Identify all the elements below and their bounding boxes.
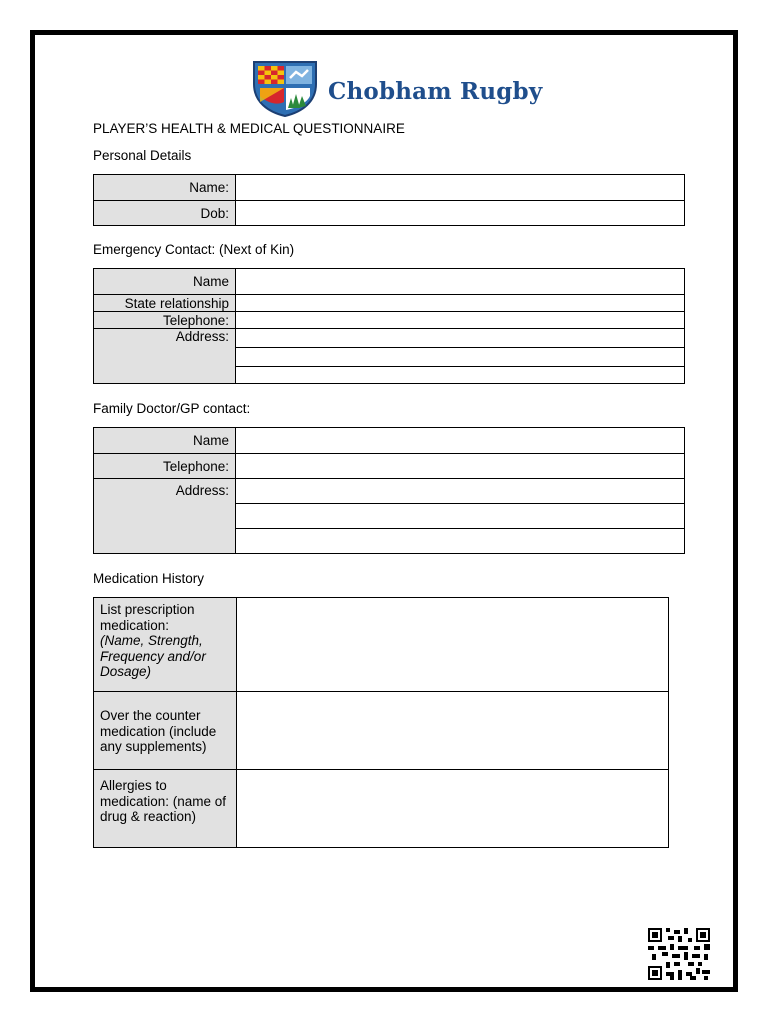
- emergency-name-label: Name: [94, 269, 236, 295]
- allergies-field[interactable]: [237, 770, 669, 848]
- emergency-address-label: Address:: [94, 329, 236, 384]
- dob-label: Dob:: [94, 201, 236, 226]
- dob-field[interactable]: [236, 201, 685, 226]
- allergies-label: Allergies to medication: (name of drug & reaction): [94, 770, 237, 848]
- page-title: PLAYER’S HEALTH & MEDICAL QUESTIONNAIRE: [93, 121, 405, 136]
- club-logo: [250, 58, 550, 118]
- section-gp-heading: Family Doctor/GP contact:: [93, 401, 251, 416]
- prescription-label-cell: [94, 598, 237, 692]
- section-emergency-heading: Emergency Contact: (Next of Kin): [93, 242, 295, 257]
- relationship-label: State relationship: [94, 295, 236, 312]
- section-personal-heading: Personal Details: [93, 148, 192, 163]
- emergency-telephone-label: Telephone:: [94, 312, 236, 329]
- gp-telephone-label: Telephone:: [94, 454, 236, 479]
- prescription-field[interactable]: [237, 598, 669, 692]
- gp-address-line-2[interactable]: [236, 504, 685, 529]
- prescription-label: List prescription medication:: [100, 602, 195, 633]
- club-name: Chobham Rugby: [328, 78, 543, 105]
- section-medication-heading: Medication History: [93, 571, 205, 586]
- otc-label: Over the counter medication (include any supplements): [94, 692, 237, 770]
- emergency-address-line-1[interactable]: [236, 329, 685, 348]
- gp-address-line-3[interactable]: [236, 529, 685, 554]
- gp-address-label: Address:: [94, 479, 236, 554]
- emergency-address-line-3[interactable]: [236, 367, 685, 384]
- otc-field[interactable]: [237, 692, 669, 770]
- emergency-address-line-2[interactable]: [236, 348, 685, 367]
- qr-code: [648, 928, 710, 980]
- gp-telephone-field[interactable]: [236, 454, 685, 479]
- emergency-contact-table: [93, 268, 685, 384]
- medication-history-table: [93, 597, 669, 848]
- qr-code-icon: [648, 928, 710, 980]
- gp-contact-table: [93, 427, 685, 554]
- gp-name-label: Name: [94, 428, 236, 454]
- gp-name-field[interactable]: [236, 428, 685, 454]
- club-crest-icon: [250, 58, 320, 118]
- name-field[interactable]: [236, 175, 685, 201]
- personal-details-table: [93, 174, 685, 226]
- name-label: Name:: [94, 175, 236, 201]
- gp-address-line-1[interactable]: [236, 479, 685, 504]
- emergency-name-field[interactable]: [236, 269, 685, 295]
- prescription-hint: (Name, Strength, Frequency and/or Dosage): [100, 633, 206, 679]
- relationship-field[interactable]: [236, 295, 685, 312]
- emergency-telephone-field[interactable]: [236, 312, 685, 329]
